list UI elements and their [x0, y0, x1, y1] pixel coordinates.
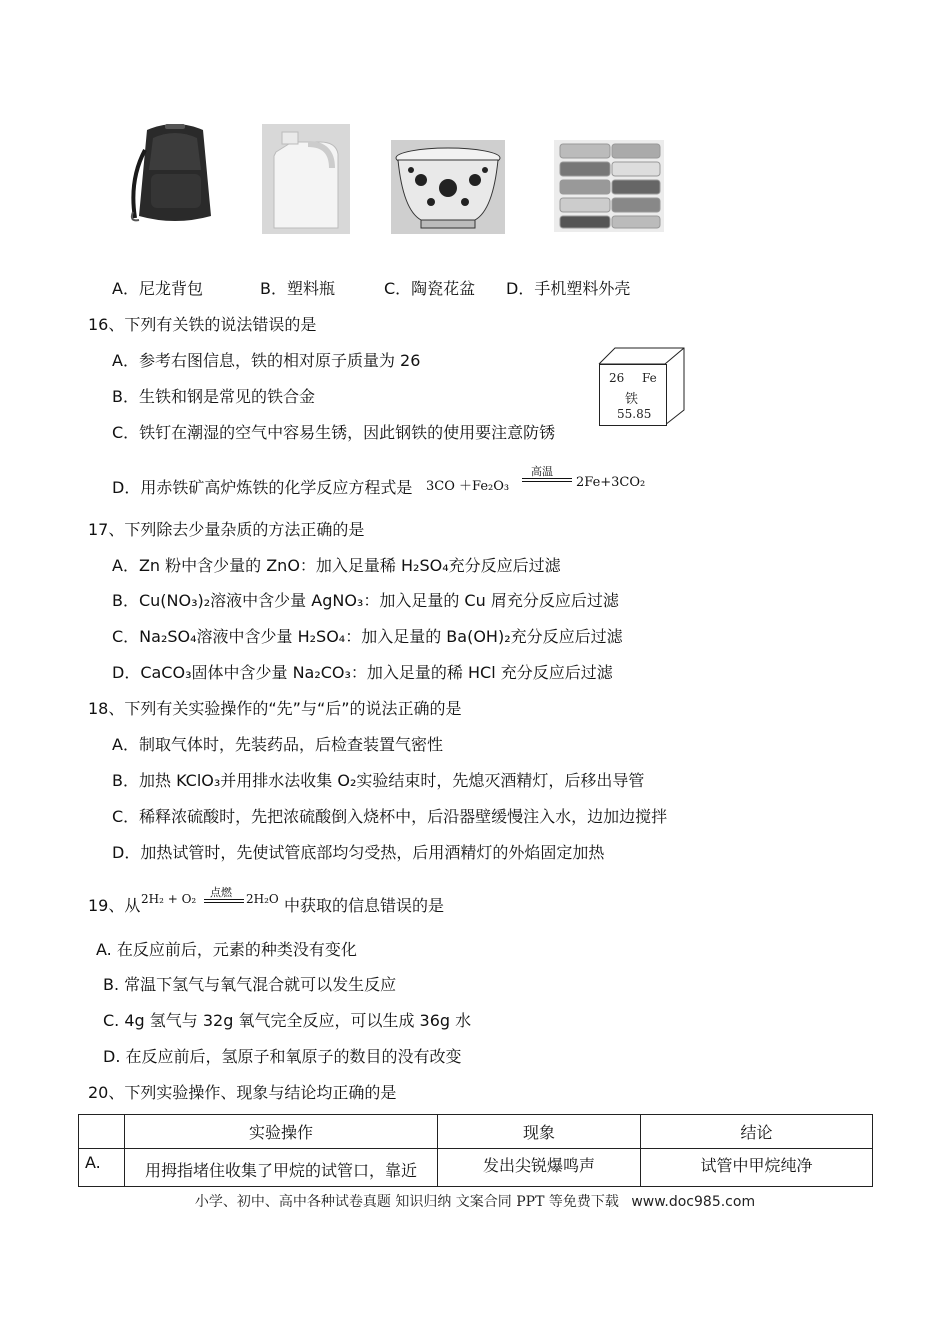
q18-option-b: B．加热 KClO₃并用排水法收集 O₂实验结束时，先熄灭酒精灯，后移出导管	[112, 771, 645, 790]
q17-stem: 17、下列除去少量杂质的方法正确的是	[88, 520, 365, 539]
q19-option-b: B. 常温下氢气与氧气混合就可以发生反应	[103, 975, 397, 994]
q16-eq-condition: 高温	[531, 465, 553, 478]
q19-eq-sign-lower	[204, 902, 244, 903]
phone-cases-image	[554, 140, 664, 232]
table-header-cell: 结论	[641, 1115, 873, 1149]
q19-eq-sign	[204, 899, 244, 900]
q19-eq-right: 2H₂O	[246, 892, 279, 906]
q19-option-d: D. 在反应前后，氢原子和氧原子的数目的没有改变	[103, 1047, 462, 1066]
q17-option-c: C．Na₂SO₄溶液中含少量 H₂SO₄：加入足量的 Ba(OH)₂充分反应后过滤	[112, 627, 623, 646]
q16-option-b: B．生铁和钢是常见的铁合金	[112, 387, 315, 406]
table-header-row	[79, 1115, 873, 1149]
table-row	[79, 1149, 873, 1187]
q18-stem: 18、下列有关实验操作的“先”与“后”的说法正确的是	[88, 699, 462, 718]
q20-stem: 20、下列实验操作、现象与结论均正确的是	[88, 1083, 397, 1102]
q19-eq-condition: 点燃	[210, 886, 232, 899]
q15-option-a: A．尼龙背包	[112, 279, 203, 298]
q19-eq-left: 2H₂ + O₂	[141, 892, 197, 906]
q18-option-d: D．加热试管时，先使试管底部均匀受热，后用酒精灯的外焰固定加热	[112, 843, 605, 862]
q16-option-d: D．用赤铁矿高炉炼铁的化学反应方程式是	[112, 478, 413, 497]
q15-option-c: C．陶瓷花盆	[384, 279, 476, 298]
tile-symbol: Fe	[642, 371, 657, 385]
q17-option-d: D．CaCO₃固体中含少量 Na₂CO₃：加入足量的稀 HCl 充分反应后过滤	[112, 663, 613, 682]
q15-option-d: D．手机塑料外壳	[506, 279, 631, 298]
ceramic-flowerpot-image	[391, 140, 505, 234]
table-cell: 发出尖锐爆鸣声	[438, 1149, 641, 1187]
q18-option-a: A．制取气体时，先装药品，后检查装置气密性	[112, 735, 443, 754]
q16-eq-sign-lower	[522, 481, 572, 482]
table-header-cell: 实验操作	[125, 1115, 438, 1149]
q16-eq-right: 2Fe+3CO₂	[576, 475, 646, 490]
backpack-image	[125, 120, 225, 230]
table-cell: 用拇指堵住收集了甲烷的试管口，靠近	[125, 1149, 438, 1187]
q16-option-c: C．铁钉在潮湿的空气中容易生锈，因此钢铁的使用要注意防锈	[112, 423, 556, 442]
plastic-bottle-image	[262, 124, 350, 234]
q16-option-a: A．参考右图信息，铁的相对原子质量为 26	[112, 351, 421, 370]
q16-eq-left: 3CO ＋Fe₂O₃	[426, 479, 510, 494]
footer-text: 小学、初中、高中各种试卷真题 知识归纳 文案合同 PPT 等免费下载	[194, 1194, 619, 1210]
q18-option-c: C．稀释浓硫酸时，先把浓硫酸倒入烧杯中，后沿器壁缓慢注入水，边加边搅拌	[112, 807, 668, 826]
q16-eq-sign	[522, 478, 572, 479]
table-cell: A.	[79, 1149, 125, 1187]
tile-atomic-number: 26	[609, 371, 625, 385]
q17-option-b: B．Cu(NO₃)₂溶液中含少量 AgNO₃：加入足量的 Cu 屑充分反应后过滤	[112, 591, 619, 610]
table-cell: 试管中甲烷纯净	[641, 1149, 873, 1187]
table-header-cell: 现象	[438, 1115, 641, 1149]
page-footer	[0, 1191, 950, 1211]
q19-stem-suffix: 中获取的信息错误的是	[284, 896, 445, 915]
tile-element-name: 铁	[625, 392, 639, 407]
q20-table	[78, 1114, 873, 1187]
q17-option-a: A．Zn 粉中含少量的 ZnO：加入足量稀 H₂SO₄充分反应后过滤	[112, 556, 561, 575]
q15-option-b: B．塑料瓶	[260, 279, 335, 298]
tile-atomic-mass: 55.85	[617, 407, 652, 421]
iron-element-tile	[599, 364, 667, 426]
q19-stem-prefix: 19、从	[88, 896, 141, 915]
q19-option-c: C. 4g 氢气与 32g 氧气完全反应，可以生成 36g 水	[103, 1011, 472, 1030]
table-header-cell	[79, 1115, 125, 1149]
q19-option-a: A. 在反应前后，元素的种类没有变化	[96, 940, 357, 959]
q16-stem: 16、下列有关铁的说法错误的是	[88, 315, 317, 334]
footer-url[interactable]: www.doc985.com	[631, 1194, 756, 1210]
